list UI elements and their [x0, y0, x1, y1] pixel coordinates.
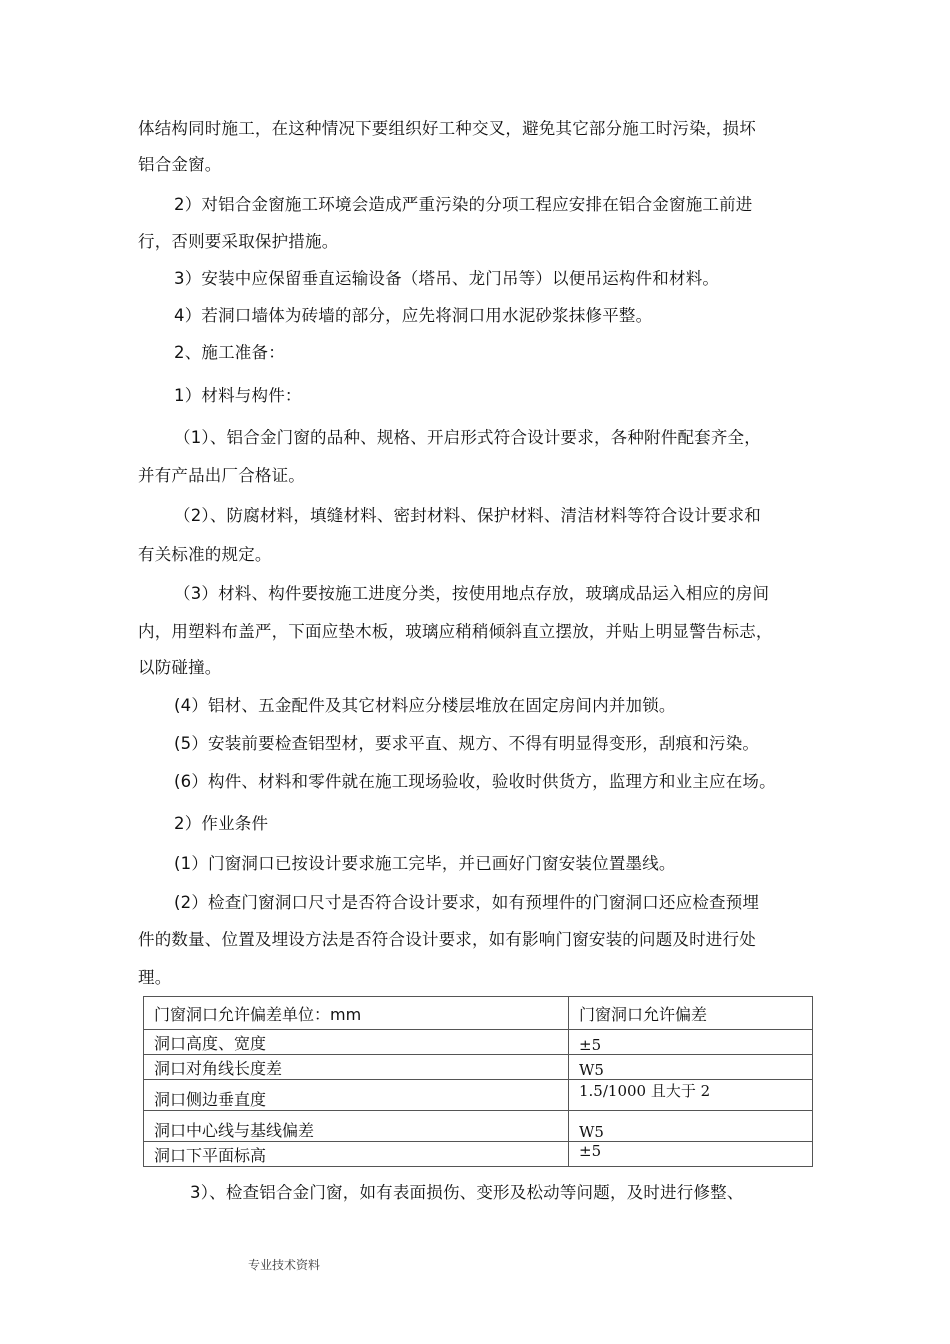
- paragraph-line: 2）对铝合金窗施工环境会造成严重污染的分项工程应安排在铝合金窗施工前进: [174, 195, 753, 214]
- paragraph-line: 以防碰撞。: [138, 658, 222, 677]
- subsection-heading: 1）材料与构件：: [174, 386, 302, 405]
- paragraph-line: 3）安装中应保留垂直运输设备（塔吊、龙门吊等）以便吊运构件和材料。: [174, 269, 720, 288]
- paragraph-line: （1）、铝合金门窗的品种、规格、开启形式符合设计要求，各种附件配套齐全，: [174, 428, 761, 447]
- paragraph-line: 4）若洞口墙体为砖墙的部分，应先将洞口用水泥砂浆抹修平整。: [174, 306, 653, 325]
- paragraph-line: (5）安装前要检查铝型材，要求平直、规方、不得有明显得变形，刮痕和污染。: [174, 734, 760, 753]
- table-cell: 1.5/1000 且大于 2: [569, 1080, 813, 1111]
- table-cell: W5: [569, 1111, 813, 1142]
- table-row: [144, 1055, 813, 1080]
- tolerance-table: [143, 996, 813, 1167]
- paragraph-line: 体结构同时施工，在这种情况下要组织好工种交叉，避免其它部分施工时污染，损坏: [138, 119, 756, 138]
- paragraph-line: 理。: [138, 968, 172, 987]
- table-row: [144, 1030, 813, 1055]
- paragraph-line: （2）、防腐材料，填缝材料、密封材料、保护材料、清洁材料等符合设计要求和: [174, 506, 761, 525]
- page-footer: 专业技术资料: [248, 1258, 321, 1272]
- table-cell: ±5: [569, 1142, 813, 1167]
- paragraph-line: 并有产品出厂合格证。: [138, 466, 305, 485]
- paragraph-line: 铝合金窗。: [138, 155, 222, 174]
- paragraph-line: (1）门窗洞口已按设计要求施工完毕，并已画好门窗安装位置墨线。: [174, 854, 676, 873]
- paragraph-line: 件的数量、位置及埋设方法是否符合设计要求，如有影响门窗安装的问题及时进行处: [138, 930, 756, 949]
- section-heading: 2、施工准备：: [174, 343, 285, 362]
- paragraph-line: (6）构件、材料和零件就在施工现场验收，验收时供货方，监理方和业主应在场。: [174, 772, 776, 791]
- table-row: [144, 1080, 813, 1111]
- paragraph-line: (4）铝材、五金配件及其它材料应分楼层堆放在固定房间内并加锁。: [174, 696, 676, 715]
- paragraph-line: （3）材料、构件要按施工进度分类，按使用地点存放，玻璃成品运入相应的房间: [174, 584, 770, 603]
- table-header-row: [144, 997, 813, 1030]
- table-row: [144, 1111, 813, 1142]
- paragraph-line: (2）检查门窗洞口尺寸是否符合设计要求，如有预埋件的门窗洞口还应检查预埋: [174, 893, 760, 912]
- table-cell: 洞口对角线长度差: [144, 1055, 569, 1080]
- subsection-heading: 2）作业条件: [174, 814, 269, 833]
- paragraph-line: 行，否则要采取保护措施。: [138, 232, 339, 251]
- paragraph-line: 内，用塑料布盖严，下面应垫木板，玻璃应稍稍倾斜直立摆放，并贴上明显警告标志，: [138, 622, 773, 641]
- table-cell: W5: [569, 1055, 813, 1080]
- table-cell: 洞口下平面标高: [144, 1142, 569, 1167]
- paragraph-line: 3）、检查铝合金门窗，如有表面损伤、变形及松动等问题，及时进行修整、: [190, 1183, 744, 1202]
- table-cell: 洞口中心线与基线偏差: [144, 1111, 569, 1142]
- table-cell: 洞口高度、宽度: [144, 1030, 569, 1055]
- table-cell: ±5: [569, 1030, 813, 1055]
- table-row: [144, 1142, 813, 1167]
- table-cell: 洞口侧边垂直度: [144, 1080, 569, 1111]
- paragraph-line: 有关标准的规定。: [138, 545, 272, 564]
- table-header-cell: 门窗洞口允许偏差单位：mm: [144, 997, 569, 1030]
- table-header-cell: 门窗洞口允许偏差: [569, 997, 813, 1030]
